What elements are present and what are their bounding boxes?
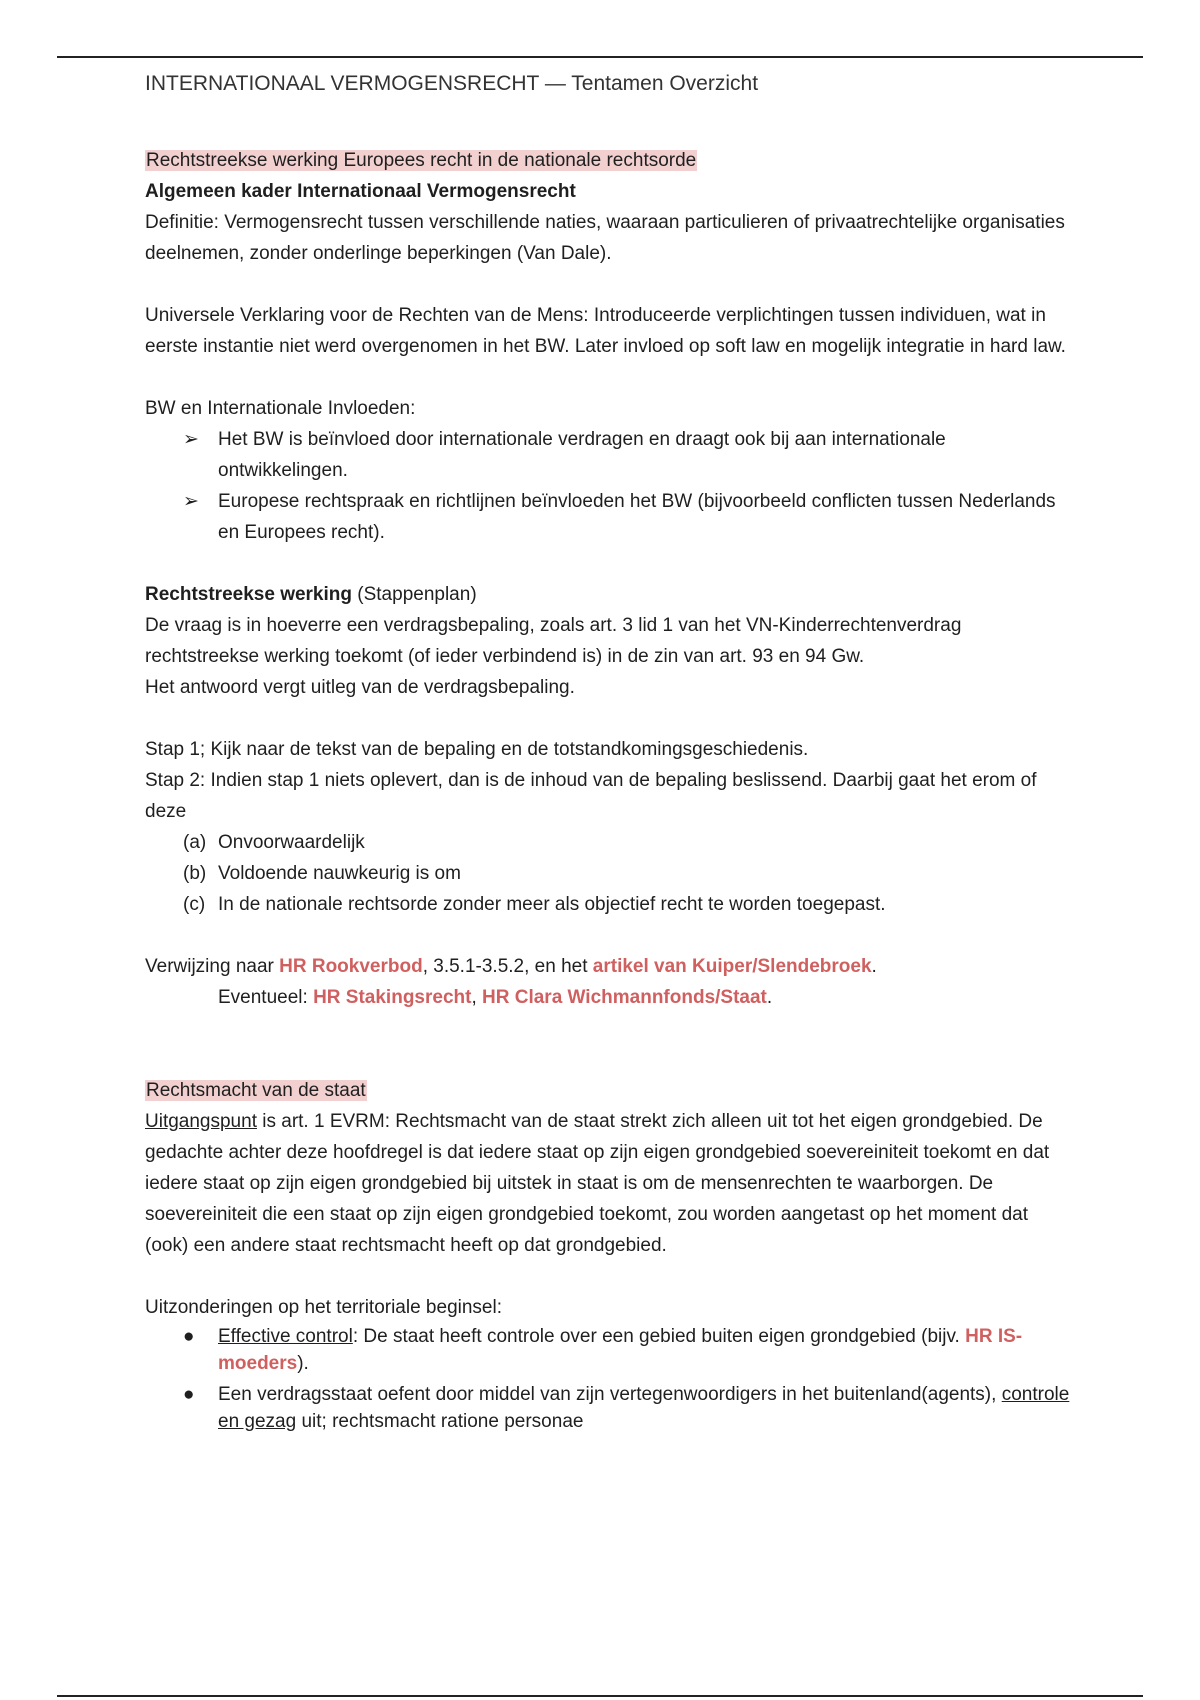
list-item: (a) Onvoorwaardelijk: [183, 832, 365, 853]
list-item: (c) In de nationale rechtsorde zonder meer als objectief recht te worden toegepast.: [183, 894, 886, 915]
top-rule: [57, 56, 1143, 58]
arrow-bullet-icon: ➢: [183, 429, 199, 450]
list-item: ● Effective control: De staat heeft controle over een gebied buiten eigen grondgebied (bijv. HR IS-moeders).: [145, 1323, 1075, 1377]
ref-hr-is-moeders: HR IS-moeders: [218, 1326, 1023, 1374]
list-item: (b) Voldoende nauwkeurig is om: [183, 863, 461, 884]
list-item: ➢ Het BW is beïnvloed door internationale verdragen en draagt ook bij aan internationale ontwikkelingen.: [145, 424, 1075, 486]
ref-hr-rookverbod: HR Rookverbod: [279, 956, 423, 977]
uvrm-paragraph: Universele Verklaring voor de Rechten van de Mens: Introduceerde verplichtingen tussen individuen, wat in eerste instantie niet werd overgenomen in het BW. Later invloed op soft law en mogelijk integratie in hard law.: [145, 305, 1066, 357]
rw-paragraph-2: Het antwoord vergt uitleg van de verdragsbepaling.: [145, 677, 575, 698]
ref-hr-clara-wichmannfonds: HR Clara Wichmannfonds/Staat: [482, 987, 767, 1008]
criteria-list: [145, 827, 1075, 920]
section-heading-rechtstreekse-werking: Rechtstreekse werking Europees recht in de nationale rechtsorde: [146, 150, 697, 171]
definition-paragraph: Definitie: Vermogensrecht tussen verschillende naties, waaraan particulieren of privaatrechtelijke organisaties deelnemen, zonder onderlinge beperkingen (Van Dale).: [145, 212, 1065, 264]
bottom-rule: [57, 1695, 1143, 1697]
exceptions-intro: Uitzonderingen op het territoriale beginsel:: [145, 1297, 502, 1318]
list-item: ● Een verdragsstaat oefent door middel van zijn vertegenwoordigers in het buitenland(agents), controle en gezag uit; rechtsmacht ratione personae: [145, 1381, 1075, 1435]
arrow-bullet-icon: ➢: [183, 491, 199, 512]
rw-paragraph-1: De vraag is in hoeverre een verdragsbepaling, zoals art. 3 lid 1 van het VN-Kinderrechtenverdrag rechtstreekse werking toekomt (of ieder verbindend is) in de zin van art. 93 en 94 Gw.: [145, 615, 962, 667]
bullet-icon: ●: [183, 1384, 195, 1405]
list-item: ➢ Europese rechtspraak en richtlijnen beïnvloeden het BW (bijvoorbeeld conflicten tussen Nederlands en Europees recht).: [145, 486, 1075, 548]
document-header: INTERNATIONAAL VERMOGENSRECHT — Tentamen Overzicht: [145, 72, 759, 95]
section-heading-rechtsmacht: Rechtsmacht van de staat: [146, 1080, 366, 1101]
step-2: Stap 2: Indien stap 1 niets oplevert, dan is de inhoud van de bepaling beslissend. Daarbij gaat het erom of deze: [145, 770, 1037, 822]
eventueel-line: Eventueel: HR Stakingsrecht, HR Clara Wichmannfonds/Staat.: [218, 987, 773, 1008]
bw-intro: BW en Internationale Invloeden:: [145, 398, 416, 419]
ref-artikel-kuiper-slendebroek: artikel van Kuiper/Slendebroek: [592, 956, 872, 977]
bw-list: [145, 424, 1075, 548]
subheading-algemeen-kader: Algemeen kader Internationaal Vermogensrecht: [145, 181, 576, 202]
exceptions-list: [145, 1323, 1075, 1435]
document-body: [145, 145, 1075, 1439]
uitgangspunt-paragraph: Uitgangspunt is art. 1 EVRM: Rechtsmacht van de staat strekt zich alleen uit tot het eigen grondgebied. De gedachte achter deze hoofdregel is dat iedere staat op zijn eigen grondgebied soevereiniteit toekomt en dat iedere staat op zijn eigen grondgebied bij uitstek in staat is om de mensenrechten te waarborgen. De soevereiniteit die een staat op zijn eigen grondgebied toekomt, zou worden aangetast op het moment dat (ook) een andere staat rechtsmacht heeft op dat grondgebied.: [145, 1111, 1050, 1256]
step-1: Stap 1; Kijk naar de tekst van de bepaling en de totstandkomingsgeschiedenis.: [145, 739, 809, 760]
bullet-icon: ●: [183, 1326, 195, 1347]
rw-heading-line: Rechtstreekse werking (Stappenplan): [145, 584, 477, 605]
ref-hr-stakingsrecht: HR Stakingsrecht: [313, 987, 472, 1008]
references-line: Verwijzing naar HR Rookverbod, 3.5.1-3.5.2, en het artikel van Kuiper/Slendebroek.: [145, 956, 877, 977]
